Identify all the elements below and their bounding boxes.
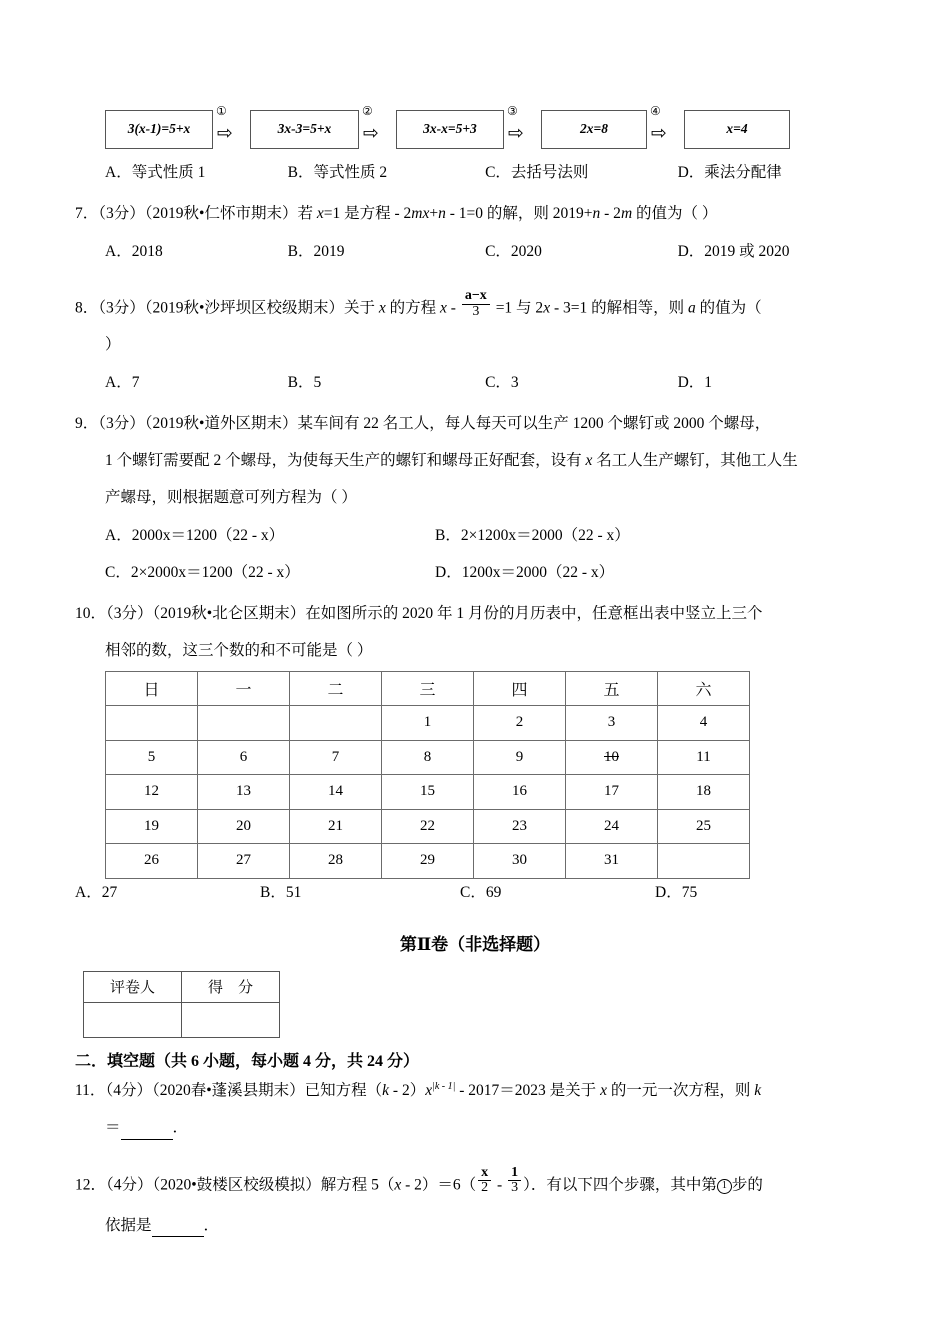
flow-step-4: 2x=8 [541,110,647,149]
q11-source: （2020春•蓬溪县期末） [151,1082,305,1100]
flow-arrow-2-label: ② [362,104,373,118]
calendar-cell-struck: 10 [566,740,658,775]
calendar-figure [105,671,875,879]
calendar-header-fri: 五 [566,671,658,706]
calendar-cell: 14 [290,775,382,810]
calendar-cell: 17 [566,775,658,810]
flow-arrow-1-label: ① [216,104,227,118]
arrow-right-icon: ⇨ [651,122,667,144]
q7-options [105,240,875,263]
calendar-cell: 8 [382,740,474,775]
flow-arrow-4 [647,104,684,149]
q7-number: 7． [75,205,99,223]
grader-value-row [84,1002,280,1037]
q11-text-1: 已知方程（ [304,1082,383,1100]
q8-fraction [462,289,490,320]
q12-frac1-numerator: x [478,1166,491,1182]
q9-options-row2 [105,561,875,584]
flow-step-2: 3x-3=5+x [250,110,359,149]
flow-arrow-1 [213,104,250,149]
calendar-header-tue: 二 [290,671,382,706]
calendar-cell: 7 [290,740,382,775]
q12-text-3: - [493,1176,507,1194]
q12-number: 12． [75,1176,107,1194]
q10-option-a[interactable]: A．27 [75,883,118,901]
calendar-row [106,706,750,741]
q10-stem-line2: 相邻的数，这三个数的和不可能是（ ） [105,642,373,660]
q7-score: （3分） [98,205,145,223]
q8-option-d[interactable]: D．1 [677,373,713,391]
calendar-cell: 28 [290,844,382,879]
q8-text-5: - 3=1 的解相等，则 [550,299,688,317]
calendar-cell: 24 [566,809,658,844]
q12-text-4: ）．有以下四个步骤，其中第 [523,1176,717,1194]
grader-header-row [84,971,280,1002]
q6-option-b[interactable]: B．等式性质 2 [287,164,388,181]
q8-source: （2019秋•沙坪坝区校级期末） [144,299,344,317]
q11-text-4: 的一元一次方程，则 [606,1082,755,1100]
q7-text-4: - 1=0 的解，则 2019+ [445,205,593,223]
flow-arrow-3-label: ③ [507,104,518,118]
q9-text-line1: 某车间有 22 名工人，每人每天可以生产 1200 个螺钉或 2000 个螺母， [297,414,771,432]
calendar-cell: 31 [566,844,658,879]
arrow-right-icon: ⇨ [508,122,524,144]
calendar-cell: 11 [658,740,750,775]
calendar-cell: 3 [566,706,658,741]
part-two-title: 第Ⅱ卷（非选择题） [399,934,551,954]
q6-options [105,161,875,184]
calendar-cell: 1 [382,706,474,741]
q9-options-row1 [105,524,875,547]
calendar-header-sat: 六 [658,671,750,706]
q8-text-3: - [446,299,460,317]
q8-option-a[interactable]: A．7 [105,373,140,391]
q11-period: ． [172,1119,189,1137]
q7-var-x: x [316,205,324,223]
q9-text-line2a: 1 个螺钉需要配 2 个螺母，为使每天生产的螺钉和螺母正好配套，设有 [105,452,586,470]
q10-option-c[interactable]: C．69 [460,883,502,901]
q9-stem-line2 [105,449,875,472]
q8-option-b[interactable]: B．5 [287,373,322,391]
q10-number: 10． [75,605,107,623]
q8-text-6: 的值为（ [695,299,762,317]
q7-text-6: 的值为（ ） [632,205,718,223]
calendar-cell: 5 [106,740,198,775]
q10-source: （2019秋•北仑区期末） [152,605,306,623]
q12-source: （2020•鼓楼区校级模拟） [152,1176,321,1194]
q10-score: （3分） [106,605,153,623]
q8-stem-line2: ） [105,336,121,354]
q11-var-k: k [382,1082,390,1100]
flow-arrow-4-label: ④ [650,104,661,118]
flow-step-1: 3(x-1)=5+x [105,110,213,149]
question-8-stem [75,287,875,324]
flow-arrow-3 [504,104,541,149]
q7-var-m: m [620,205,633,223]
q10-option-b[interactable]: B．51 [260,883,302,901]
calendar-header-sun: 日 [106,671,198,706]
q12-frac1-denominator: 2 [481,1180,489,1196]
q9-text-line2b: 名工人生产螺钉，其他工人生 [592,452,798,470]
calendar-header-mon: 一 [198,671,290,706]
q9-option-d[interactable]: D．1200x＝2000（22 - x） [435,563,615,581]
calendar-cell: 15 [382,775,474,810]
question-12-stem [75,1164,875,1201]
q9-source: （2019秋•道外区期末） [144,414,298,432]
q12-period: ． [203,1217,220,1235]
score-label: 得 分 [182,971,280,1002]
q7-option-c[interactable]: C．2020 [485,242,542,260]
flow-step-3: 3x-x=5+3 [396,110,504,149]
calendar-cell [106,706,198,741]
equation-solving-flowchart [105,105,875,153]
calendar-cell: 30 [474,844,566,879]
q12-var-x: x [394,1176,402,1194]
q12-text-2: - 2）＝6（ [401,1176,477,1194]
calendar-row [106,775,750,810]
calendar-cell: 9 [474,740,566,775]
question-9-stem [75,412,875,435]
calendar-cell: 22 [382,809,474,844]
arrow-right-icon: ⇨ [363,122,379,144]
calendar-cell: 29 [382,844,474,879]
calendar-row [106,809,750,844]
q9-number: 9． [75,414,99,432]
calendar-cell: 26 [106,844,198,879]
calendar-cell: 27 [198,844,290,879]
q12-score: （4分） [106,1176,153,1194]
q8-options [105,371,875,394]
q7-text-2: =1 是方程 - 2 [323,205,412,223]
calendar-cell: 13 [198,775,290,810]
q12-circled-step-number: 1 [717,1179,732,1194]
q12-frac2-numerator: 1 [508,1166,521,1182]
q9-option-b[interactable]: B．2×1200x＝2000（22 - x） [435,526,630,544]
q7-var-n: n [438,205,446,223]
q9-option-c[interactable]: C．2×2000x＝1200（22 - x） [105,563,300,581]
flow-arrow-2 [359,104,396,149]
q7-text-5: - 2 [600,205,621,223]
q12-text-5: 步的 [731,1176,763,1194]
q7-option-d[interactable]: D．2019 或 2020 [677,242,790,260]
q11-answer-blank[interactable] [121,1124,173,1140]
q9-option-a[interactable]: A．2000x＝1200（22 - x） [105,526,285,544]
q8-text-4: =1 与 2 [491,299,544,317]
calendar-header-thu: 四 [474,671,566,706]
calendar-cell: 23 [474,809,566,844]
q8-var-x3: x [543,299,551,317]
q7-option-a[interactable]: A．2018 [105,242,163,260]
q11-number: 11． [75,1082,106,1100]
calendar-cell [198,706,290,741]
grader-score-box [83,971,280,1038]
calendar-cell: 16 [474,775,566,810]
page-content [75,0,875,1237]
q11-text-3: - 2017＝2023 是关于 [455,1082,601,1100]
q10-text-line1: 在如图所示的 2020 年 1 月份的月历表中，任意框出表中竖立上三个 [305,605,763,623]
q12-answer-line [105,1214,875,1237]
score-value[interactable] [182,1002,280,1037]
calendar-cell [290,706,382,741]
calendar-header-wed: 三 [382,671,474,706]
q11-answer-line [105,1116,875,1139]
calendar-cell: 4 [658,706,750,741]
q7-option-b[interactable]: B．2019 [287,242,345,260]
q7-source: （2019秋•仁怀市期末） [144,205,298,223]
calendar-cell: 2 [474,706,566,741]
calendar-cell: 19 [106,809,198,844]
q10-options [75,881,875,904]
question-11-stem [75,1079,875,1102]
q8-var-x: x [378,299,386,317]
q11-var-x: x [425,1082,433,1100]
q9-stem-line3: 产螺母，则根据题意可列方程为（ ） [105,489,357,507]
calendar-row [106,740,750,775]
q12-text-1: 解方程 5（ [320,1176,395,1194]
q6-option-c[interactable]: C．去括号法则 [485,164,589,181]
calendar-cell: 21 [290,809,382,844]
q8-text-2: 的方程 [385,299,441,317]
q7-text-1: 若 [297,205,317,223]
q8-option-c[interactable]: C．3 [485,373,519,391]
q12-frac2-denominator: 3 [511,1180,519,1196]
q6-option-a[interactable]: A．等式性质 1 [105,164,206,181]
q8-number: 8． [75,299,99,317]
q10-option-d[interactable]: D．75 [655,883,698,901]
calendar-cell [658,844,750,879]
q11-var-x2: x [600,1082,607,1100]
calendar-cell: 25 [658,809,750,844]
calendar-row [106,844,750,879]
q11-var-k2: k [754,1082,762,1100]
q8-text-1: 关于 [343,299,379,317]
calendar-cell: 12 [106,775,198,810]
q6-option-d[interactable]: D．乘法分配律 [677,164,782,181]
calendar-cell: 6 [198,740,290,775]
q8-fraction-denominator: 3 [472,303,480,319]
q7-var-n2: n [592,205,601,223]
q11-text-2: - 2） [389,1082,426,1100]
q7-var-mx: mx [411,205,430,223]
q8-score: （3分） [98,299,145,317]
q12-fraction-x-over-2 [478,1166,491,1197]
calendar-table [105,671,750,879]
calendar-header-row [106,671,750,706]
q12-fraction-1-over-3 [508,1166,521,1197]
section-two-heading: 二．填空题（共 6 小题，每小题 4 分，共 24 分） [75,1052,420,1070]
q8-var-x2: x [440,299,447,317]
q11-equals-sign: ＝ [105,1119,121,1137]
question-10-stem [75,602,875,625]
calendar-cell: 18 [658,775,750,810]
q12-answer-prefix: 依据是 [105,1217,152,1235]
flow-step-5: x=4 [684,110,790,149]
q8-var-a: a [687,299,696,317]
q11-score: （4分） [105,1082,152,1100]
grader-value[interactable] [84,1002,182,1037]
arrow-right-icon: ⇨ [217,122,233,144]
q9-score: （3分） [98,414,145,432]
q8-fraction-numerator: a−x [462,289,490,305]
q12-answer-blank[interactable] [152,1222,204,1238]
q9-var-x: x [585,452,593,470]
q11-exponent: |k - 1| [432,1080,456,1092]
q7-text-3: + [429,205,439,223]
question-7-stem [75,202,875,225]
calendar-cell: 20 [198,809,290,844]
grader-label: 评卷人 [84,971,182,1002]
